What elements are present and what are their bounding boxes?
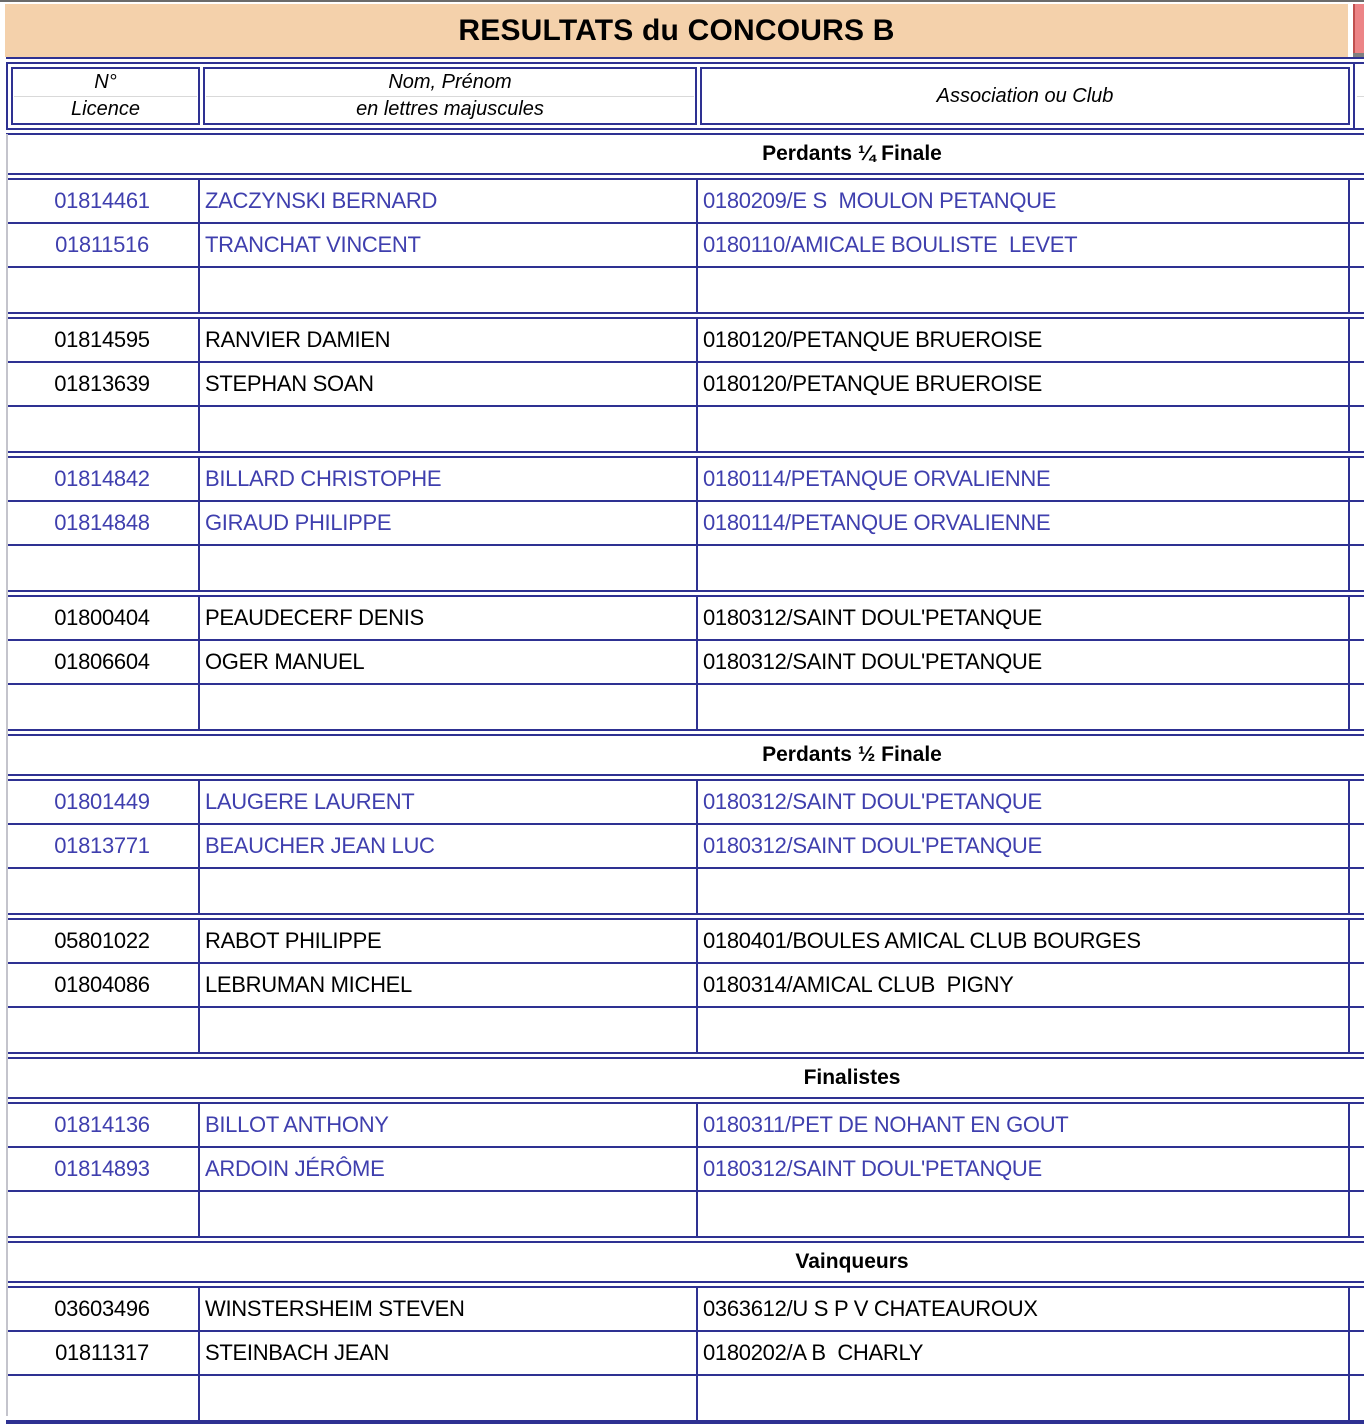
double-divider [6, 173, 1364, 180]
club-cell: 0180202/A B CHARLY [698, 1332, 1350, 1374]
empty-row [6, 869, 1364, 913]
col-header-licence-line2: Licence [71, 98, 140, 121]
row-sliver [1350, 869, 1364, 913]
row-sliver [1350, 458, 1364, 500]
club-cell [698, 268, 1350, 312]
result-row [6, 458, 1364, 502]
club-cell: 0180311/PET DE NOHANT EN GOUT [698, 1104, 1350, 1146]
red-cell-shadow [1353, 53, 1364, 57]
name-cell: RANVIER DAMIEN [200, 319, 698, 361]
licence-cell [6, 1008, 200, 1052]
result-row [6, 1288, 1364, 1332]
row-sliver [1350, 268, 1364, 312]
club-cell: 0180114/PETANQUE ORVALIENNE [698, 502, 1350, 544]
table-body [0, 135, 1364, 1424]
col-header-club [700, 67, 1350, 125]
result-row [6, 597, 1364, 641]
club-cell [698, 407, 1350, 451]
table-bottom-border [6, 1420, 1364, 1424]
licence-cell [6, 1376, 200, 1420]
club-cell: 0180314/AMICAL CLUB PIGNY [698, 964, 1350, 1006]
double-divider [6, 1236, 1364, 1243]
club-cell: 0180312/SAINT DOUL'PETANQUE [698, 825, 1350, 867]
header-sliver [1355, 64, 1364, 128]
double-divider [6, 57, 1364, 64]
result-row [6, 825, 1364, 869]
name-cell: STEPHAN SOAN [200, 363, 698, 405]
name-cell: TRANCHAT VINCENT [200, 224, 698, 266]
row-sliver [1350, 319, 1364, 361]
licence-cell: 01800404 [6, 597, 200, 639]
section-header-row [6, 1243, 1364, 1281]
name-cell: WINSTERSHEIM STEVEN [200, 1288, 698, 1330]
name-cell [200, 268, 698, 312]
row-sliver [1350, 964, 1364, 1006]
name-cell [200, 1008, 698, 1052]
empty-row [6, 1376, 1364, 1420]
double-divider [6, 1052, 1364, 1059]
name-cell [200, 1192, 698, 1236]
club-cell [698, 869, 1350, 913]
licence-cell [6, 546, 200, 590]
row-sliver [1350, 224, 1364, 266]
name-cell: BILLARD CHRISTOPHE [200, 458, 698, 500]
licence-cell: 01814842 [6, 458, 200, 500]
result-row [6, 641, 1364, 685]
column-header-row [0, 64, 1364, 128]
licence-cell: 01814461 [6, 180, 200, 222]
name-cell: LAUGERE LAURENT [200, 781, 698, 823]
col-header-name [203, 67, 697, 125]
section-header-row [6, 1059, 1364, 1097]
row-sliver [1350, 825, 1364, 867]
result-row [6, 1148, 1364, 1192]
result-row [6, 319, 1364, 363]
section-title: Finalistes [803, 1066, 901, 1089]
name-cell: LEBRUMAN MICHEL [200, 964, 698, 1006]
double-divider [6, 128, 1364, 135]
licence-cell: 03603496 [6, 1288, 200, 1330]
club-cell: 0180209/E S MOULON PETANQUE [698, 180, 1350, 222]
name-cell [200, 1376, 698, 1420]
club-cell: 0180312/SAINT DOUL'PETANQUE [698, 641, 1350, 683]
double-divider [6, 451, 1364, 458]
name-cell [200, 407, 698, 451]
licence-cell [6, 268, 200, 312]
row-sliver [1350, 1376, 1364, 1420]
section-title: Perdants ½ Finale [762, 743, 942, 766]
double-divider [6, 774, 1364, 781]
club-cell: 0180114/PETANQUE ORVALIENNE [698, 458, 1350, 500]
licence-cell: 01814848 [6, 502, 200, 544]
double-divider [6, 590, 1364, 597]
name-cell: RABOT PHILIPPE [200, 920, 698, 962]
club-cell [698, 546, 1350, 590]
club-cell [698, 1192, 1350, 1236]
empty-row [6, 268, 1364, 312]
row-sliver [1350, 1148, 1364, 1190]
empty-row [6, 685, 1364, 729]
section-title: Perdants ¼ Finale [762, 142, 942, 165]
row-sliver [1350, 1332, 1364, 1374]
licence-cell: 01811516 [6, 224, 200, 266]
col-header-licence-line1: N° [94, 70, 117, 93]
sheet-gridline [6, 134, 8, 1416]
club-cell: 0180401/BOULES AMICAL CLUB BOURGES [698, 920, 1350, 962]
club-cell [698, 1376, 1350, 1420]
result-row [6, 964, 1364, 1008]
club-cell: 0180110/AMICALE BOULISTE LEVET [698, 224, 1350, 266]
row-sliver [1350, 641, 1364, 683]
empty-row [6, 407, 1364, 451]
red-accent-cell [1353, 4, 1364, 53]
licence-cell: 01814136 [6, 1104, 200, 1146]
result-row [6, 502, 1364, 546]
row-sliver [1350, 363, 1364, 405]
club-cell [698, 685, 1350, 729]
empty-row [6, 546, 1364, 590]
row-sliver [1350, 546, 1364, 590]
name-cell [200, 546, 698, 590]
result-row [6, 1104, 1364, 1148]
name-cell: ARDOIN JÉRÔME [200, 1148, 698, 1190]
row-sliver [1350, 920, 1364, 962]
result-row [6, 1332, 1364, 1376]
row-sliver [1350, 597, 1364, 639]
licence-cell: 01813639 [6, 363, 200, 405]
page-title: RESULTATS du CONCOURS B [5, 4, 1348, 57]
row-sliver [1350, 180, 1364, 222]
licence-cell: 05801022 [6, 920, 200, 962]
licence-cell [6, 869, 200, 913]
col-header-name-line2: en lettres majuscules [356, 98, 544, 121]
row-sliver [1350, 1288, 1364, 1330]
row-sliver [1350, 407, 1364, 451]
title-bar [0, 4, 1364, 57]
section-header-row [6, 135, 1364, 173]
licence-cell: 01811317 [6, 1332, 200, 1374]
club-cell [698, 1008, 1350, 1052]
result-row [6, 920, 1364, 964]
row-sliver [1350, 502, 1364, 544]
club-cell: 0180312/SAINT DOUL'PETANQUE [698, 597, 1350, 639]
row-sliver [1350, 1104, 1364, 1146]
row-sliver [1350, 1192, 1364, 1236]
section-title: Vainqueurs [795, 1250, 909, 1273]
name-cell: ZACZYNSKI BERNARD [200, 180, 698, 222]
licence-cell: 01804086 [6, 964, 200, 1006]
licence-cell: 01814595 [6, 319, 200, 361]
result-row [6, 781, 1364, 825]
club-cell: 0180120/PETANQUE BRUEROISE [698, 319, 1350, 361]
name-cell: BEAUCHER JEAN LUC [200, 825, 698, 867]
licence-cell: 01814893 [6, 1148, 200, 1190]
row-sliver [1350, 685, 1364, 729]
club-cell: 0363612/U S P V CHATEAUROUX [698, 1288, 1350, 1330]
licence-cell: 01813771 [6, 825, 200, 867]
result-row [6, 224, 1364, 268]
double-divider [6, 913, 1364, 920]
double-divider [6, 1097, 1364, 1104]
row-sliver [1350, 1008, 1364, 1052]
title-sliver [1353, 4, 1364, 57]
name-cell [200, 869, 698, 913]
licence-cell [6, 407, 200, 451]
name-cell: OGER MANUEL [200, 641, 698, 683]
col-header-name-line1: Nom, Prénom [388, 70, 512, 93]
double-divider [6, 312, 1364, 319]
empty-row [6, 1008, 1364, 1052]
name-cell: BILLOT ANTHONY [200, 1104, 698, 1146]
empty-row [6, 1192, 1364, 1236]
licence-cell [6, 685, 200, 729]
club-cell: 0180312/SAINT DOUL'PETANQUE [698, 781, 1350, 823]
name-cell: GIRAUD PHILIPPE [200, 502, 698, 544]
club-cell: 0180312/SAINT DOUL'PETANQUE [698, 1148, 1350, 1190]
licence-cell: 01801449 [6, 781, 200, 823]
name-cell: STEINBACH JEAN [200, 1332, 698, 1374]
double-divider [6, 729, 1364, 736]
club-cell: 0180120/PETANQUE BRUEROISE [698, 363, 1350, 405]
name-cell: PEAUDECERF DENIS [200, 597, 698, 639]
licence-cell [6, 1192, 200, 1236]
result-row [6, 180, 1364, 224]
column-header-band [6, 64, 1355, 128]
double-divider [6, 1281, 1364, 1288]
name-cell [200, 685, 698, 729]
row-sliver [1350, 781, 1364, 823]
section-header-row [6, 736, 1364, 774]
col-header-licence [11, 67, 200, 125]
licence-cell: 01806604 [6, 641, 200, 683]
result-row [6, 363, 1364, 407]
col-header-club-label: Association ou Club [936, 84, 1114, 107]
